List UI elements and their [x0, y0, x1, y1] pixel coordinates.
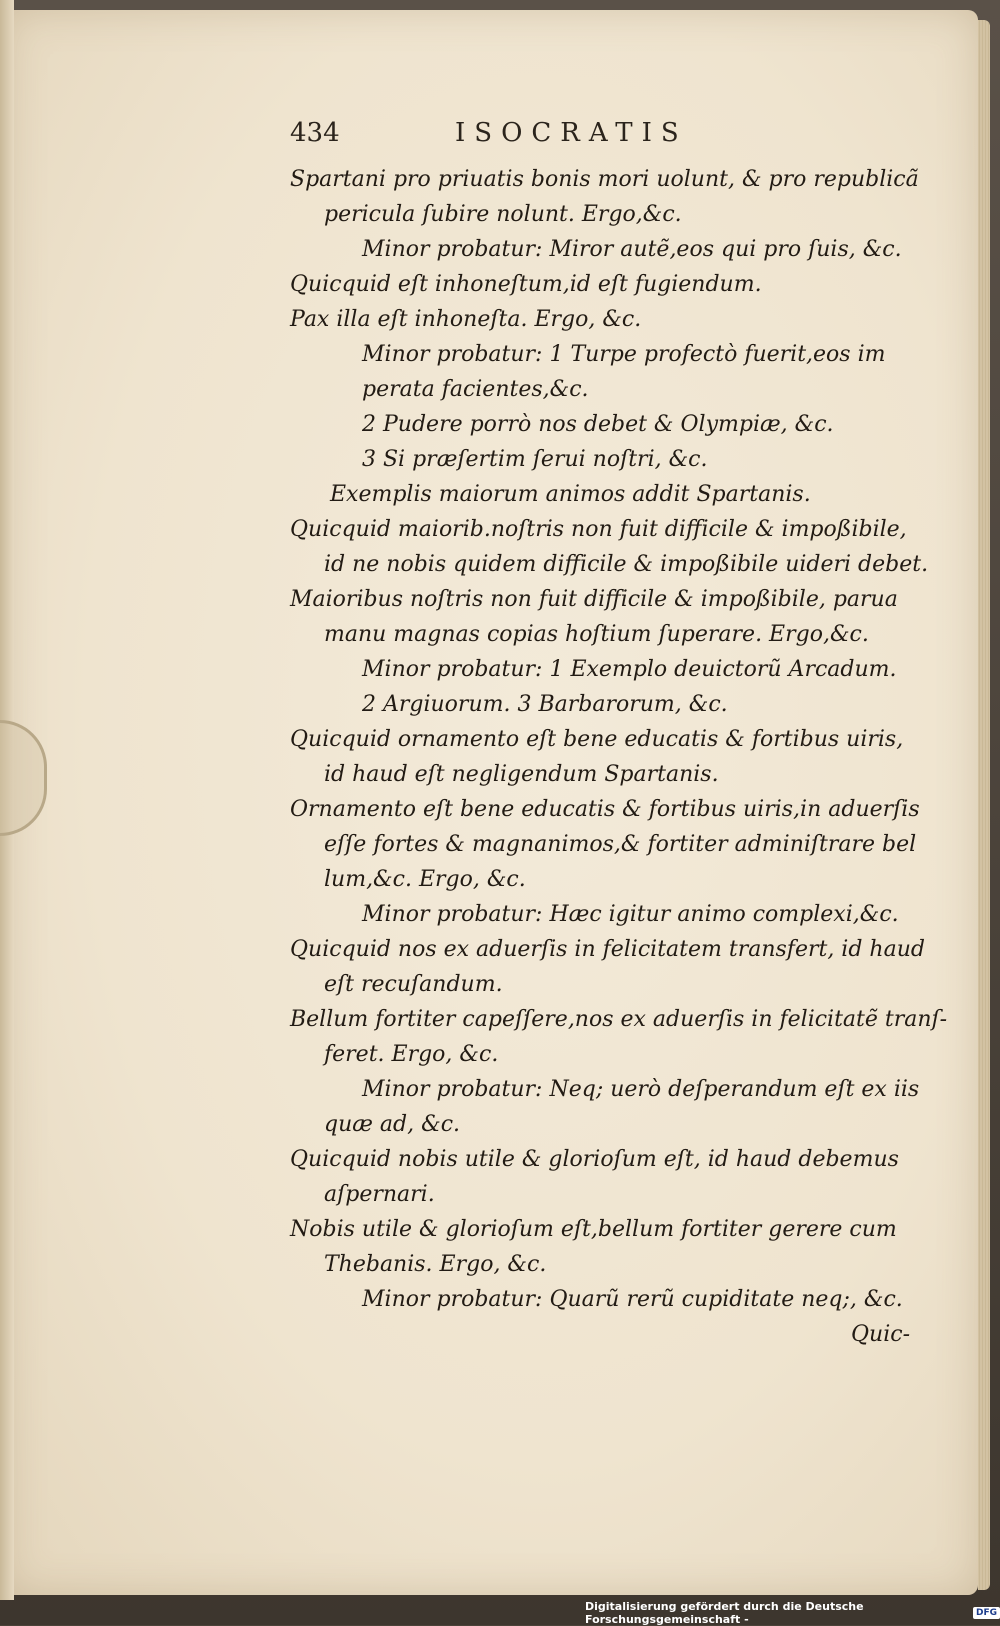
- text-line: aſpernari.: [324, 1182, 435, 1207]
- text-line: Quic-: [851, 1322, 910, 1347]
- text-line: lum,&c. Ergo, &c.: [324, 867, 526, 892]
- text-line: 3 Si præſertim ſerui noſtri, &c.: [362, 447, 708, 472]
- text-line: Minor probatur: Neq; uerò deſperandum eſt ex iis: [362, 1077, 920, 1102]
- text-line: Quicquid nobis utile & glorioſum eſt, id haud debemus: [290, 1147, 899, 1172]
- text-line: Minor probatur: 1 Turpe profectò fuerit,eos im: [362, 342, 886, 367]
- text-line: Pax illa eſt inhoneſta. Ergo, &c.: [290, 307, 642, 332]
- text-line: eſſe fortes & magnanimos,& fortiter adminiſtrare bel: [324, 832, 917, 857]
- text-line: Quicquid eſt inhoneſtum,id eſt fugiendum.: [290, 272, 762, 297]
- text-line: perata facientes,&c.: [362, 377, 589, 402]
- text-line: eſt recuſandum.: [324, 972, 503, 997]
- text-line: manu magnas copias hoſtium ſuperare. Ergo,&c.: [324, 622, 869, 647]
- text-line: Nobis utile & glorioſum eſt,bellum fortiter gerere cum: [290, 1217, 897, 1242]
- text-line: Quicquid ornamento eſt bene educatis & fortibus uiris,: [290, 727, 904, 752]
- text-line: 2 Argiuorum. 3 Barbarorum, &c.: [362, 692, 728, 717]
- text-line: id haud eſt negligendum Spartanis.: [324, 762, 719, 787]
- text-line: Thebanis. Ergo, &c.: [324, 1252, 547, 1277]
- page-header: [290, 118, 770, 158]
- digitization-footer: [585, 1600, 1000, 1626]
- page-number: 434: [290, 118, 340, 148]
- text-line: id ne nobis quidem difficile & impoßibile uideri debet.: [324, 552, 929, 577]
- text-line: Quicquid nos ex aduerſis in felicitatem transfert, id haud: [290, 937, 925, 962]
- text-line: Bellum fortiter capeſſere,nos ex aduerſis in felicitatẽ tranſ-: [290, 1007, 948, 1032]
- text-line: Spartani pro priuatis bonis mori uolunt, & pro republicã: [290, 167, 919, 192]
- text-line: 2 Pudere porrò nos debet & Olympiæ, &c.: [362, 412, 834, 437]
- text-line: quæ ad, &c.: [324, 1112, 461, 1137]
- text-line: Exemplis maiorum animos addit Spartanis.: [330, 482, 811, 507]
- footer-credit: Digitalisierung gefördert durch die Deutsche Forschungsgemeinschaft -: [585, 1600, 864, 1626]
- text-line: Maioribus noſtris non fuit difficile & impoßibile, parua: [290, 587, 898, 612]
- text-line: feret. Ergo, &c.: [324, 1042, 499, 1067]
- text-line: pericula ſubire nolunt. Ergo,&c.: [324, 202, 682, 227]
- text-line: Minor probatur: Hæc igitur animo complexi,&c.: [362, 902, 899, 927]
- text-line: Minor probatur: 1 Exemplo deuictorũ Arcadum.: [362, 657, 897, 682]
- page-edge: [978, 20, 990, 1590]
- text-line: Quicquid maiorib.noſtris non fuit difficile & impoßibile,: [290, 517, 907, 542]
- text-line: Ornamento eſt bene educatis & fortibus uiris,in aduerſis: [290, 797, 920, 822]
- running-head: ISOCRATIS: [455, 118, 688, 148]
- text-line: Minor probatur: Miror autẽ,eos qui pro ſuis, &c.: [362, 237, 902, 262]
- dfg-logo: DFG: [973, 1607, 1000, 1619]
- text-line: Minor probatur: Quarũ rerũ cupiditate neq;, &c.: [362, 1287, 903, 1312]
- text-block: [290, 162, 948, 1352]
